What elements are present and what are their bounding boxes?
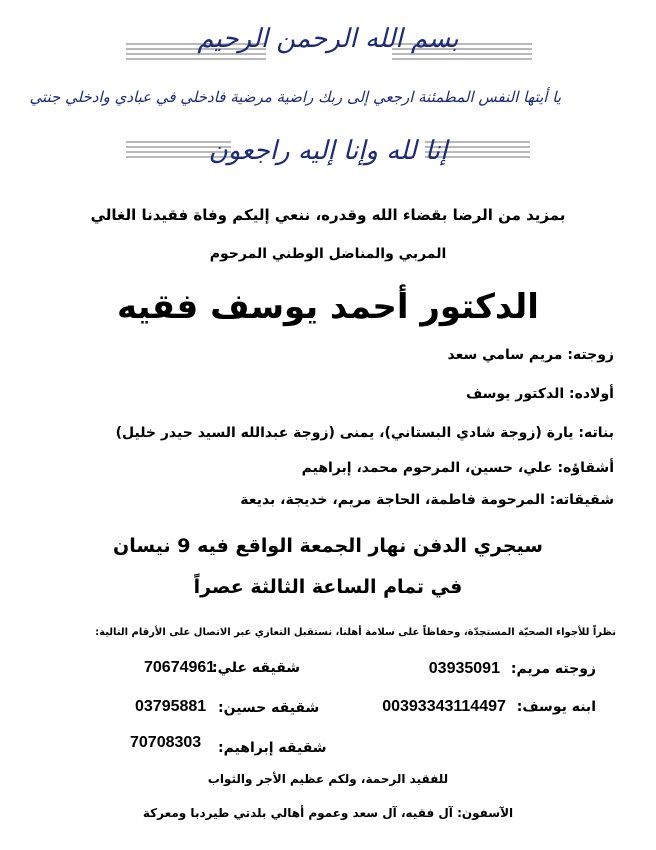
verse-calligraphy: يا أيتها النفس المطمئنة ارجعي إلى ربك راضية مرضية فادخلي في عبادي وادخلي جنتي — [29, 88, 561, 106]
relative-brothers: أشقاؤه: علي، حسين، المرحوم محمد، إبراهيم — [301, 460, 614, 476]
contact-label: ابنه يوسف: — [516, 699, 596, 715]
inna-lillah-calligraphy: إنا لله وإنا إليه راجعون — [208, 136, 448, 166]
relative-wife: زوجته: مريم سامي سعد — [447, 347, 614, 363]
closing-condolence: للفقيد الرحمة، ولكم عظيم الأجر والثواب — [207, 772, 449, 786]
contact-hussein-label: شقيقه حسين: — [218, 700, 320, 716]
phone-number: 00393343114497 — [382, 698, 506, 715]
contact-yousef — [382, 698, 596, 716]
phone-number: 70674961 — [144, 659, 216, 676]
contact-ali-number — [144, 659, 221, 677]
phone-number: 03795881 — [135, 698, 207, 715]
intro-line-2: المربي والمناضل الوطني المرحوم — [209, 246, 447, 262]
contact-ibrahim-number — [130, 734, 207, 752]
relative-sisters: شقيقاته: المرحومة فاطمة، الحاجة مريم، خديجة، بديعة — [240, 492, 614, 508]
intro-line-1: بمزيد من الرضا بقضاء الله وقدره، ننعي إليكم وفاة فقيدنا الغالي — [90, 206, 566, 224]
condolence-notice: نظراً للأجواء الصحيّة المستجدّة، وحفاظاً على سلامة أهلنا، نستقبل التعازي عبر الاتصال على الأرقام التالية: — [95, 627, 616, 638]
calligraphy-banner — [0, 0, 656, 185]
phone-number: 03935091 — [428, 660, 500, 677]
relative-daughters: بناته: يارة (زوجة شادي البستاني)، يمنى (زوجة عبدالله السيد حيدر خليل) — [115, 425, 614, 441]
contact-maryam — [429, 660, 596, 678]
burial-time: في تمام الساعة الثالثة عصراً — [193, 576, 463, 598]
basmala-calligraphy: بسم الله الرحمن الرحيم — [197, 24, 459, 54]
contact-ali-label: شقيقه علي: — [212, 660, 301, 676]
relative-sons: أولاده: الدكتور يوسف — [465, 386, 614, 402]
phone-number: 70708303 — [130, 734, 202, 751]
contact-hussein-number — [135, 698, 212, 716]
mourners-line: الآسفون: آل فقيه، آل سعد وعموم أهالي بلدتي طيردبا ومعركة — [142, 806, 514, 820]
deceased-name: الدكتور أحمد يوسف فقيه — [117, 287, 539, 327]
contact-ibrahim-label: شقيقه إبراهيم: — [218, 740, 327, 756]
contact-label: زوجته مريم: — [510, 661, 596, 677]
burial-date: سيجري الدفن نهار الجمعة الواقع فيه 9 نيسان — [113, 535, 543, 557]
